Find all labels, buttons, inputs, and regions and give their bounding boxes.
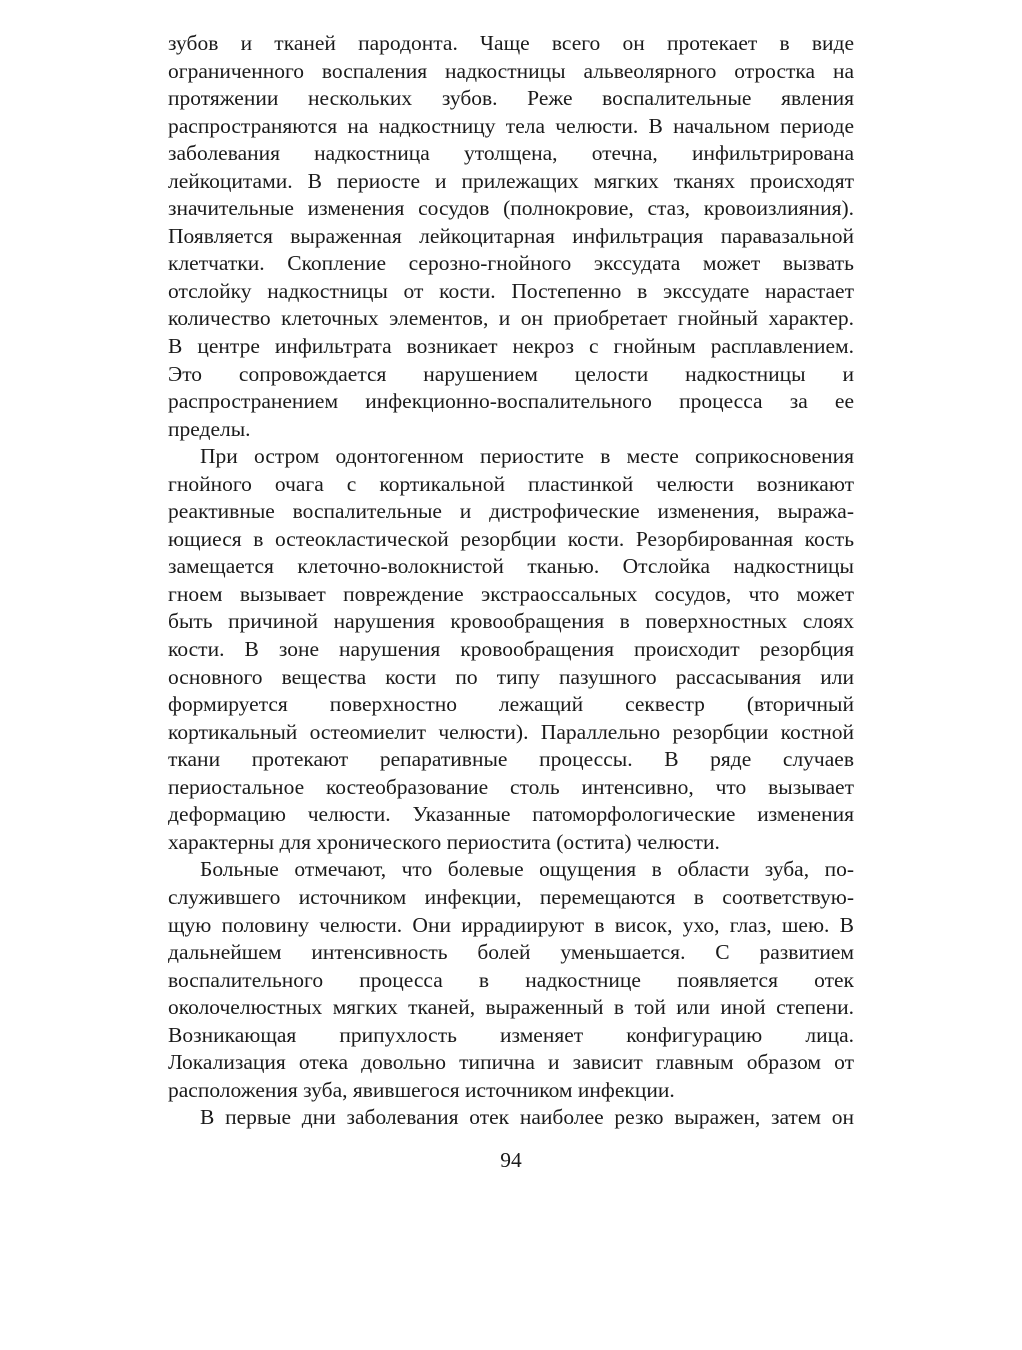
text-line: периостальное костеобразование столь интенсивно, что вызывает bbox=[168, 774, 854, 799]
text-line: кортикальный остеомиелит челюсти). Параллельно резорбции костной bbox=[168, 719, 854, 744]
text-line: Это сопровождается нарушением целости надкостницы и bbox=[168, 361, 854, 386]
text-line: ограниченного воспаления надкостницы альвеолярного отростка на bbox=[168, 58, 854, 83]
text-line: Локализация отека довольно типична и зависит главным образом от bbox=[168, 1050, 854, 1075]
text-line: служившего источником инфекции, перемещаются в соответствую- bbox=[168, 884, 854, 909]
text-line: гнойного очага с кортикальной пластинкой челюсти возникают bbox=[168, 471, 854, 496]
text-line: замещается клеточно-волокнистой тканью. Отслойка надкостницы bbox=[168, 554, 854, 579]
text-line: Возникающая припухлость изменяет конфигурацию лица. bbox=[168, 1022, 854, 1047]
text-line: щую половину челюсти. Они иррадиируют в висок, ухо, глаз, шею. В bbox=[168, 912, 854, 937]
text-line: деформацию челюсти. Указанные патоморфологические изменения bbox=[168, 802, 854, 827]
text-line: быть причиной нарушения кровообращения в поверхностных слоях bbox=[168, 609, 854, 634]
text-line: В первые дни заболевания отек наиболее резко выражен, затем он bbox=[200, 1105, 854, 1130]
text-line: кости. В зоне нарушения кровообращения происходит резорбция bbox=[168, 637, 854, 662]
body-text bbox=[168, 30, 854, 1132]
text-line: воспалительного процесса в надкостнице появляется отек bbox=[168, 967, 854, 992]
text-line: количество клеточных элементов, и он приобретает гнойный характер. bbox=[168, 306, 854, 331]
text-line: протяжении нескольких зубов. Реже воспалительные явления bbox=[168, 86, 854, 111]
text-line: отслойку надкостницы от кости. Постепенно в экссудате нарастает bbox=[168, 278, 854, 303]
text-line: заболевания надкостница утолщена, отечна, инфильтрирована bbox=[168, 141, 854, 166]
text-line: значительные изменения сосудов (полнокровие, стаз, кровоизлияния). bbox=[168, 196, 854, 221]
text-line: ткани протекают репаративные процессы. В ряде случаев bbox=[168, 747, 854, 772]
text-line: зубов и тканей пародонта. Чаще всего он протекает в виде bbox=[168, 31, 854, 55]
text-line: формируется поверхностно лежащий секвестр (вторичный bbox=[168, 692, 854, 717]
text-line: основного вещества кости по типу пазушного рассасывания или bbox=[168, 664, 854, 689]
text-line: пределы. bbox=[168, 416, 251, 441]
text-line: распространением инфекционно-воспалительного процесса за ее bbox=[168, 389, 854, 414]
text-line: лейкоцитами. В периосте и прилежащих мягких тканях происходят bbox=[168, 168, 854, 193]
text-line: реактивные воспалительные и дистрофические изменения, выража- bbox=[168, 499, 854, 524]
text-line: распространяются на надкостницу тела челюсти. В начальном периоде bbox=[168, 113, 854, 138]
text-line: расположения зуба, явившегося источником инфекции. bbox=[168, 1077, 675, 1102]
page-number: 94 bbox=[500, 1148, 522, 1172]
text-line: В центре инфильтрата возникает некроз с гнойным расплавлением. bbox=[168, 334, 854, 359]
text-line: дальнейшем интенсивность болей уменьшается. С развитием bbox=[168, 940, 854, 965]
text-line: околочелюстных мягких тканей, выраженный в той или иной степени. bbox=[168, 995, 854, 1020]
text-line: клетчатки. Скопление серозно-гнойного экссудата может вызвать bbox=[168, 251, 854, 276]
text-line: Больные отмечают, что болевые ощущения в области зуба, по- bbox=[200, 857, 854, 882]
text-line: Появляется выраженная лейкоцитарная инфильтрация паравазальной bbox=[168, 223, 854, 248]
text-line: При остром одонтогенном периостите в месте соприкосновения bbox=[200, 444, 854, 469]
text-line: гноем вызывает повреждение экстраоссальных сосудов, что может bbox=[168, 581, 854, 606]
text-line: характерны для хронического периостита (остита) челюсти. bbox=[168, 829, 720, 854]
text-line: ющиеся в остеокластической резорбции кости. Резорбированная кость bbox=[168, 526, 854, 551]
